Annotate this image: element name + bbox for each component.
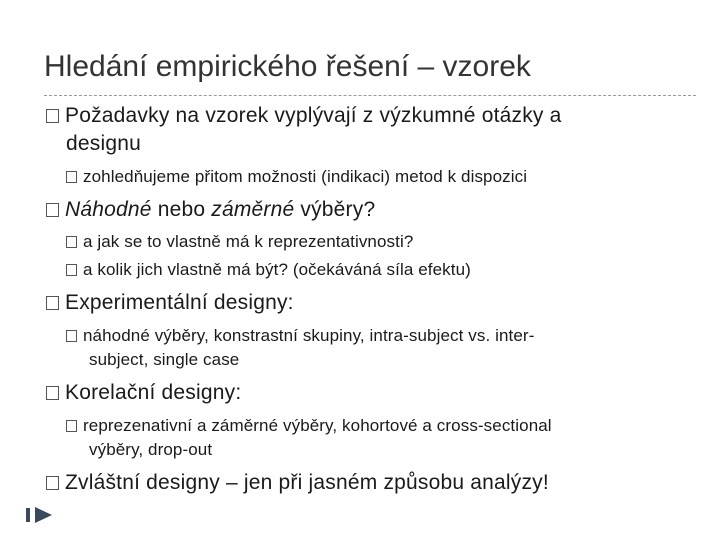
bullet-box-icon bbox=[46, 296, 59, 310]
bullet-item bbox=[46, 291, 294, 315]
slide-title: Hledání empirického řešení – vzorek bbox=[44, 50, 531, 83]
bullet-item bbox=[46, 381, 241, 405]
bullet-text: výběry? bbox=[294, 198, 376, 221]
sub-bullet-item bbox=[66, 326, 534, 346]
bullet-text: Požadavky na vzorek vyplývají z výzkumné otázky a bbox=[65, 104, 562, 127]
bullet-box-icon bbox=[46, 386, 59, 400]
sub-bullet-item bbox=[66, 167, 527, 187]
sub-bullet-item bbox=[66, 260, 471, 280]
bullet-box-icon bbox=[46, 109, 59, 123]
bullet-item bbox=[46, 104, 562, 128]
bullet-box-icon bbox=[66, 420, 77, 432]
sub-bullet-text: zohledňujeme přitom možnosti (indikaci) metod k dispozici bbox=[83, 167, 528, 186]
sub-bullet-text: reprezenativní a záměrné výběry, kohortové a cross-sectional bbox=[83, 416, 552, 435]
bullet-text: Korelační designy: bbox=[65, 381, 242, 404]
bullet-box-icon bbox=[46, 476, 59, 490]
bullet-box-icon bbox=[66, 330, 77, 342]
bullet-text-continuation: designu bbox=[66, 132, 141, 155]
bullet-item bbox=[46, 198, 375, 222]
bullet-box-icon bbox=[66, 171, 77, 183]
bullet-emphasis: Náhodné bbox=[65, 198, 152, 221]
bullet-text: Zvláštní designy – jen při jasném způsobu analýzy! bbox=[65, 471, 549, 494]
bullet-text: nebo bbox=[151, 198, 212, 221]
bullet-box-icon bbox=[66, 264, 77, 276]
sub-bullet-text: a kolik jich vlastně má být? (očekáváná síla efektu) bbox=[83, 260, 471, 279]
bullet-item bbox=[46, 471, 549, 495]
sub-bullet-text: náhodné výběry, konstrastní skupiny, intra-subject vs. inter- bbox=[83, 326, 535, 345]
bullet-box-icon bbox=[66, 236, 77, 248]
title-divider bbox=[44, 95, 696, 96]
bullet-box-icon bbox=[46, 203, 59, 217]
sub-bullet-item bbox=[66, 416, 552, 436]
bullet-text: Experimentální designy: bbox=[65, 291, 294, 314]
sub-bullet-text-continuation: výběry, drop-out bbox=[89, 440, 213, 459]
bullet-emphasis: záměrné bbox=[211, 198, 295, 221]
sub-bullet-text-continuation: subject, single case bbox=[89, 350, 240, 369]
sub-bullet-item bbox=[66, 232, 413, 252]
slide-nav-play-icon[interactable] bbox=[24, 504, 56, 526]
sub-bullet-text: a jak se to vlastně má k reprezentativnosti? bbox=[83, 232, 414, 251]
